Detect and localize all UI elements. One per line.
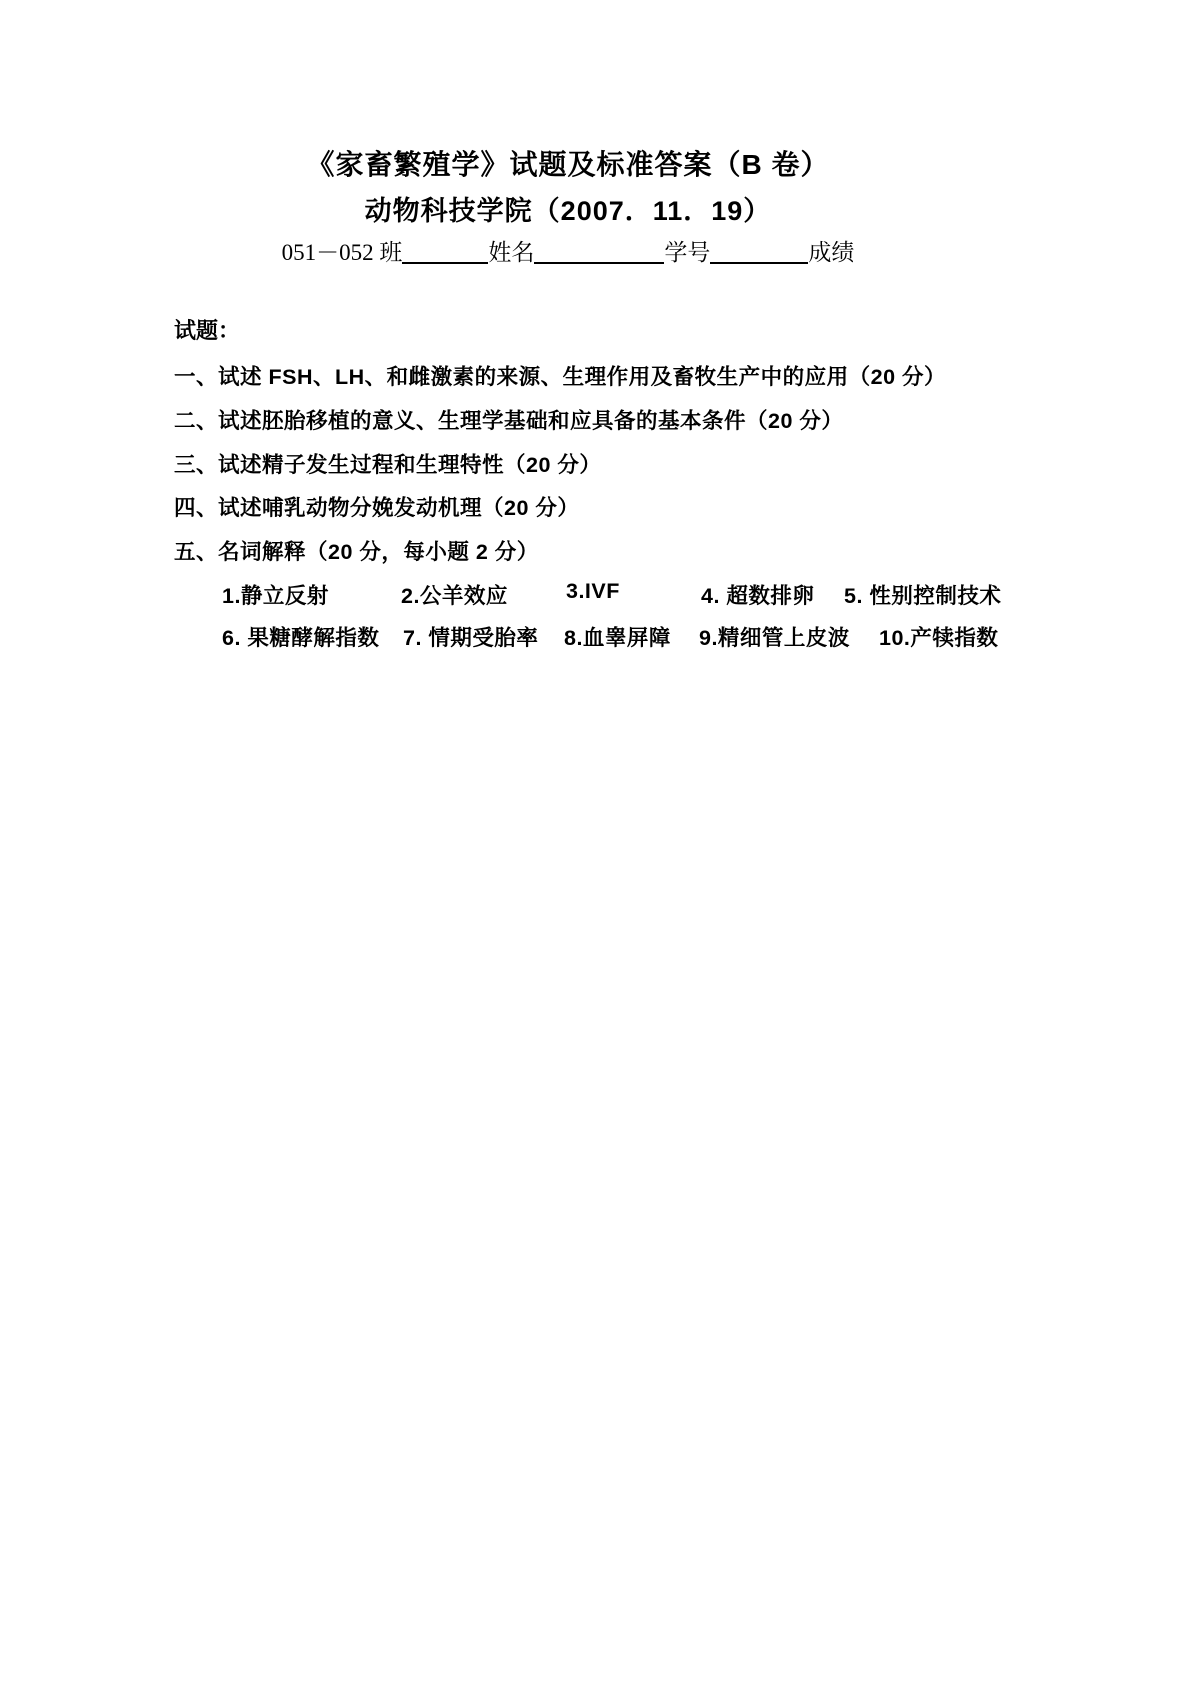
question-2: 二、试述胚胎移植的意义、生理学基础和应具备的基本条件（20 分） <box>174 409 844 433</box>
document-content <box>172 0 1002 1683</box>
question-5: 五、名词解释（20 分，每小题 2 分） <box>174 540 539 564</box>
term-4: 4. 超数排卵 <box>701 584 815 608</box>
term-5: 5. 性别控制技术 <box>844 584 1002 608</box>
question-3: 三、试述精子发生过程和生理特性（20 分） <box>174 453 602 477</box>
term-1: 1.静立反射 <box>222 584 329 608</box>
student-id-label: 学号 <box>664 240 711 265</box>
term-8: 8.血睾屏障 <box>564 626 671 650</box>
term-3: 3.IVF <box>566 579 620 603</box>
class-blank-underline <box>402 238 488 264</box>
student-info-line <box>172 234 964 267</box>
class-label: 051－052 班 <box>281 240 403 265</box>
term-9: 9.精细管上皮波 <box>699 626 850 650</box>
name-label: 姓名 <box>488 240 535 265</box>
term-10: 10.产犊指数 <box>879 626 999 650</box>
score-label: 成绩 <box>808 240 855 265</box>
term-7: 7. 情期受胎率 <box>403 626 539 650</box>
terms-row-2 <box>172 621 999 651</box>
term-6: 6. 果糖酵解指数 <box>222 626 380 650</box>
terms-row-1 <box>172 579 1002 609</box>
name-blank-underline <box>534 238 664 264</box>
question-4: 四、试述哺乳动物分娩发动机理（20 分） <box>174 496 580 520</box>
question-1: 一、试述 FSH、LH、和雌激素的来源、生理作用及畜牧生产中的应用（20 分） <box>174 365 947 389</box>
document-subtitle: 动物科技学院（2007．11．19） <box>364 196 772 226</box>
questions-section-heading: 试题： <box>174 318 241 343</box>
document-title: 《家畜繁殖学》试题及标准答案（B 卷） <box>306 149 830 180</box>
term-2: 2.公羊效应 <box>401 584 508 608</box>
student-id-blank-underline <box>710 238 808 264</box>
